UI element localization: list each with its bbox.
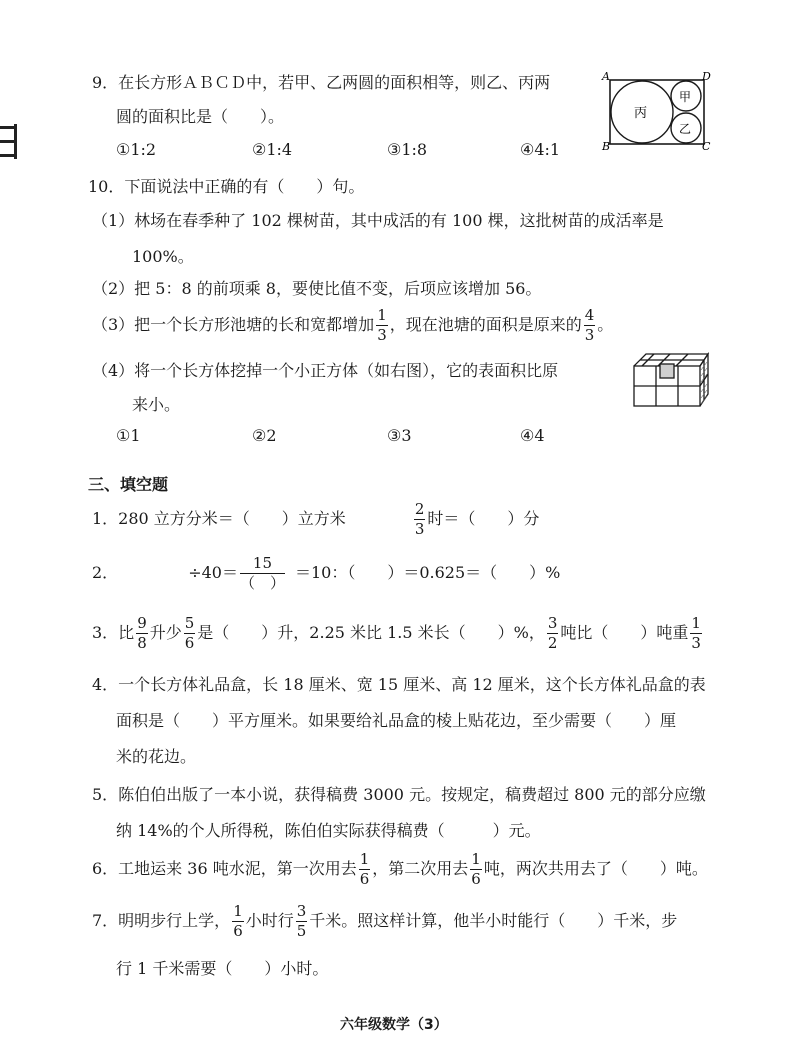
fraction: $\frac{4}{3}$ bbox=[584, 306, 595, 344]
fill-6-a: 6．工地运来 36 吨水泥，第一次用去 bbox=[92, 859, 357, 878]
q10-s1-line1: （1）林场在春季种了 102 棵树苗，其中成活的有 100 棵，这批树苗的成活率是 bbox=[92, 211, 664, 230]
q10-s3 bbox=[92, 308, 613, 343]
q10-s1-line2: 100%。 bbox=[132, 247, 194, 266]
fraction: $\frac{3}{2}$ bbox=[547, 614, 558, 652]
fraction: $\frac{15}{( )}$ bbox=[239, 554, 285, 592]
fraction: $\frac{2}{3}$ bbox=[414, 500, 425, 538]
fill-3-a: 3．比 bbox=[92, 623, 135, 642]
q10-option-1: ①1 bbox=[116, 426, 141, 445]
fill-7-c: 千米。照这样计算，他半小时能行（ ）千米，步 bbox=[309, 911, 678, 930]
fill-4-line3: 米的花边。 bbox=[116, 747, 197, 766]
q10-s3-mid: ，现在池塘的面积是原来的 bbox=[389, 315, 582, 334]
fraction: $\frac{1}{6}$ bbox=[233, 902, 243, 940]
q10-s3-post: 。 bbox=[597, 315, 614, 334]
fill-3-b: 升少 bbox=[149, 623, 182, 642]
fraction: $\frac{1}{6}$ bbox=[471, 850, 481, 888]
fill-2-a: ÷40＝ bbox=[188, 563, 238, 582]
fill-2-num: 2． bbox=[92, 563, 119, 582]
q9-line2: 圆的面积比是（ ）。 bbox=[116, 107, 285, 126]
q9-option-2: ②1:4 bbox=[252, 140, 293, 159]
fraction: $\frac{1}{3}$ bbox=[377, 306, 387, 344]
q9-rectangle-circles-figure bbox=[598, 70, 718, 156]
fill-1-part1: 1．280 立方分米＝（ ）立方米 bbox=[92, 509, 346, 528]
fill-2-b: ＝10：（ ）＝0.625＝（ ）% bbox=[294, 563, 561, 582]
fill-5-line2: 纳 14%的个人所得税，陈伯伯实际获得稿费（ ）元。 bbox=[116, 821, 541, 840]
q9-option-4: ④4:1 bbox=[520, 140, 561, 159]
fill-3-d: 吨比（ ）吨重 bbox=[560, 623, 689, 642]
label-d: D bbox=[702, 70, 711, 83]
fill-2 bbox=[92, 556, 560, 591]
q10-s4-line1: （4）将一个长方体挖掉一个小正方体（如右图），它的表面积比原 bbox=[92, 361, 559, 380]
q9-option-3: ③1:8 bbox=[387, 140, 428, 159]
fill-4-line1: 4．一个长方体礼品盒，长 18 厘米、宽 15 厘米、高 12 厘米，这个长方体礼品盒的表 bbox=[92, 675, 706, 694]
fraction: $\frac{5}{6}$ bbox=[184, 614, 195, 652]
fill-7 bbox=[92, 904, 677, 939]
q10-option-3: ③3 bbox=[387, 426, 412, 445]
fill-4-line2: 面积是（ ）平方厘米。如果要给礼品盒的棱上贴花边，至少需要（ ）厘 bbox=[116, 711, 677, 730]
binding-mark bbox=[0, 126, 14, 129]
binding-mark bbox=[0, 140, 14, 143]
fill-6-b: ，第二次用去 bbox=[372, 859, 469, 878]
q10-stem: 10．下面说法中正确的有（ ）句。 bbox=[88, 177, 365, 196]
fraction: $\frac{3}{5}$ bbox=[296, 902, 307, 940]
label-bing: 丙 bbox=[634, 106, 648, 121]
cuboid-with-cutout-figure bbox=[630, 344, 712, 410]
fill-1 bbox=[92, 502, 539, 537]
fill-6-c: 吨，两次共用去了（ ）吨。 bbox=[483, 859, 708, 878]
q9-option-1: ①1:2 bbox=[116, 140, 157, 159]
label-jia: 甲 bbox=[679, 90, 692, 104]
label-a: A bbox=[602, 70, 610, 83]
q10-option-2: ②2 bbox=[252, 426, 277, 445]
binding-mark bbox=[0, 154, 14, 157]
fill-7-line2: 行 1 千米需要（ ）小时。 bbox=[116, 959, 329, 978]
fraction: $\frac{1}{6}$ bbox=[359, 850, 370, 888]
binding-mark bbox=[14, 124, 17, 159]
fill-5-line1: 5．陈伯伯出版了一本小说，获得稿费 3000 元。按规定，稿费超过 800 元的部分应缴 bbox=[92, 785, 706, 804]
fraction: $\frac{1}{3}$ bbox=[691, 614, 701, 652]
q9-line1: 9．在长方形ＡＢＣＤ中，若甲、乙两圆的面积相等，则乙、丙两 bbox=[92, 73, 551, 92]
fill-3 bbox=[92, 616, 704, 651]
fill-7-a: 7．明明步行上学， bbox=[92, 911, 231, 930]
q10-s3-pre: （3）把一个长方形池塘的长和宽都增加 bbox=[92, 315, 375, 334]
q10-option-4: ④4 bbox=[520, 426, 545, 445]
section-heading: 三、填空题 bbox=[88, 475, 169, 494]
fraction: $\frac{9}{8}$ bbox=[137, 614, 147, 652]
label-b: B bbox=[602, 140, 611, 153]
label-yi: 乙 bbox=[679, 122, 692, 136]
fill-3-c: 是（ ）升，2.25 米比 1.5 米长（ ）%， bbox=[197, 623, 545, 642]
label-c: C bbox=[702, 140, 711, 153]
fill-7-b: 小时行 bbox=[245, 911, 294, 930]
fill-1-part2: 时＝（ ）分 bbox=[427, 509, 540, 528]
page-footer: 六年级数学（3） bbox=[340, 1017, 448, 1033]
fill-6 bbox=[92, 852, 708, 887]
q10-s2: （2）把 5：8 的前项乘 8，要使比值不变，后项应该增加 56。 bbox=[92, 279, 542, 298]
q10-s4-line2: 来小。 bbox=[132, 395, 181, 414]
